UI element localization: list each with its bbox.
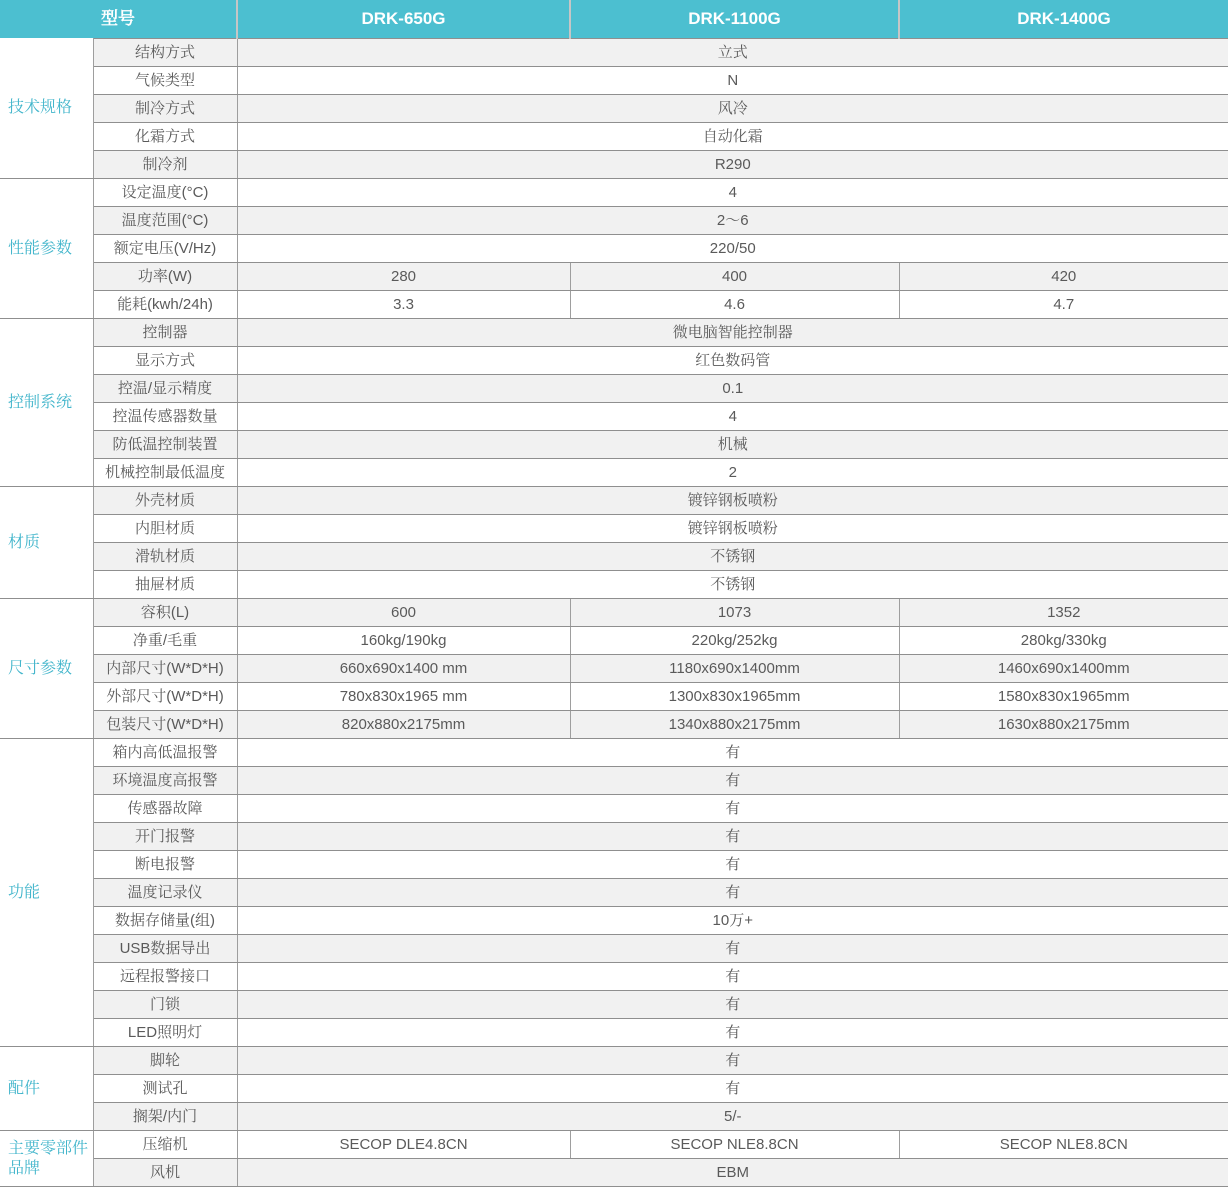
spec-value-cell: SECOP NLE8.8CN: [899, 1131, 1228, 1159]
spec-value-cell: 1580x830x1965mm: [899, 683, 1228, 711]
spec-label-cell: 化霜方式: [93, 123, 237, 151]
spec-row: [0, 235, 1228, 263]
spec-category-cell: 主要零部件品牌: [0, 1131, 93, 1187]
spec-label-cell: LED照明灯: [93, 1019, 237, 1047]
spec-row: [0, 991, 1228, 1019]
spec-label-cell: 控温传感器数量: [93, 403, 237, 431]
spec-value-cell-merged: N: [237, 67, 1228, 95]
spec-label-cell: 内部尺寸(W*D*H): [93, 655, 237, 683]
spec-row: [0, 655, 1228, 683]
spec-value-cell: 400: [570, 263, 899, 291]
spec-value-cell-merged: 有: [237, 851, 1228, 879]
spec-row: [0, 935, 1228, 963]
spec-label-cell: 制冷剂: [93, 151, 237, 179]
spec-table-header: [0, 0, 1228, 39]
spec-row: [0, 963, 1228, 991]
spec-label-cell: 防低温控制装置: [93, 431, 237, 459]
spec-row: [0, 1047, 1228, 1075]
spec-value-cell-merged: EBM: [237, 1159, 1228, 1187]
spec-label-cell: USB数据导出: [93, 935, 237, 963]
spec-value-cell: 1300x830x1965mm: [570, 683, 899, 711]
spec-label-cell: 外部尺寸(W*D*H): [93, 683, 237, 711]
spec-row: [0, 179, 1228, 207]
spec-category-cell: 技术规格: [0, 39, 93, 179]
spec-table-body: [0, 39, 1228, 1187]
spec-label-cell: 传感器故障: [93, 795, 237, 823]
spec-label-cell: 测试孔: [93, 1075, 237, 1103]
spec-label-cell: 远程报警接口: [93, 963, 237, 991]
spec-value-cell: SECOP DLE4.8CN: [237, 1131, 570, 1159]
spec-label-cell: 功率(W): [93, 263, 237, 291]
spec-row: [0, 319, 1228, 347]
spec-value-cell-merged: 有: [237, 1047, 1228, 1075]
spec-row: [0, 599, 1228, 627]
spec-label-cell: 能耗(kwh/24h): [93, 291, 237, 319]
spec-value-cell: 420: [899, 263, 1228, 291]
spec-row: [0, 627, 1228, 655]
spec-value-cell: 4.7: [899, 291, 1228, 319]
spec-label-cell: 温度记录仪: [93, 879, 237, 907]
spec-label-cell: 门锁: [93, 991, 237, 1019]
spec-value-cell-merged: 0.1: [237, 375, 1228, 403]
spec-label-cell: 断电报警: [93, 851, 237, 879]
spec-label-cell: 制冷方式: [93, 95, 237, 123]
spec-value-cell: 220kg/252kg: [570, 627, 899, 655]
spec-row: [0, 795, 1228, 823]
spec-category-cell: 配件: [0, 1047, 93, 1131]
spec-value-cell-merged: 有: [237, 1019, 1228, 1047]
spec-value-cell-merged: 2～6: [237, 207, 1228, 235]
spec-row: [0, 823, 1228, 851]
spec-value-cell-merged: R290: [237, 151, 1228, 179]
spec-value-cell-merged: 10万+: [237, 907, 1228, 935]
spec-label-cell: 内胆材质: [93, 515, 237, 543]
spec-value-cell: 660x690x1400 mm: [237, 655, 570, 683]
spec-label-cell: 外壳材质: [93, 487, 237, 515]
spec-row: [0, 95, 1228, 123]
spec-value-cell-merged: 有: [237, 739, 1228, 767]
spec-row: [0, 851, 1228, 879]
spec-value-cell: 3.3: [237, 291, 570, 319]
spec-value-cell-merged: 红色数码管: [237, 347, 1228, 375]
spec-row: [0, 1131, 1228, 1159]
spec-row: [0, 375, 1228, 403]
spec-row: [0, 207, 1228, 235]
spec-value-cell-merged: 有: [237, 991, 1228, 1019]
spec-label-cell: 滑轨材质: [93, 543, 237, 571]
spec-label-cell: 额定电压(V/Hz): [93, 235, 237, 263]
spec-value-cell-merged: 5/-: [237, 1103, 1228, 1131]
model-header-label-cell: 型号: [0, 0, 237, 39]
spec-row: [0, 739, 1228, 767]
spec-row: [0, 907, 1228, 935]
spec-row: [0, 263, 1228, 291]
spec-row: [0, 1075, 1228, 1103]
spec-value-cell: 780x830x1965 mm: [237, 683, 570, 711]
spec-value-cell: 1352: [899, 599, 1228, 627]
spec-category-cell: 功能: [0, 739, 93, 1047]
spec-value-cell-merged: 自动化霜: [237, 123, 1228, 151]
spec-value-cell-merged: 4: [237, 179, 1228, 207]
spec-value-cell: 600: [237, 599, 570, 627]
spec-value-cell: 280kg/330kg: [899, 627, 1228, 655]
spec-label-cell: 风机: [93, 1159, 237, 1187]
spec-row: [0, 1019, 1228, 1047]
spec-value-cell-merged: 有: [237, 935, 1228, 963]
spec-label-cell: 数据存储量(组): [93, 907, 237, 935]
spec-value-cell-merged: 4: [237, 403, 1228, 431]
spec-label-cell: 显示方式: [93, 347, 237, 375]
spec-label-cell: 设定温度(°C): [93, 179, 237, 207]
spec-row: [0, 459, 1228, 487]
spec-value-cell-merged: 220/50: [237, 235, 1228, 263]
spec-value-cell-merged: 有: [237, 823, 1228, 851]
spec-value-cell-merged: 不锈钢: [237, 543, 1228, 571]
spec-category-cell: 尺寸参数: [0, 599, 93, 739]
spec-value-cell-merged: 有: [237, 879, 1228, 907]
spec-category-cell: 性能参数: [0, 179, 93, 319]
spec-label-cell: 温度范围(°C): [93, 207, 237, 235]
spec-label-cell: 抽屉材质: [93, 571, 237, 599]
spec-row: [0, 543, 1228, 571]
spec-row: [0, 515, 1228, 543]
spec-label-cell: 包装尺寸(W*D*H): [93, 711, 237, 739]
spec-value-cell: 1073: [570, 599, 899, 627]
spec-label-cell: 脚轮: [93, 1047, 237, 1075]
spec-row: [0, 291, 1228, 319]
spec-value-cell: 1180x690x1400mm: [570, 655, 899, 683]
spec-label-cell: 容积(L): [93, 599, 237, 627]
spec-value-cell-merged: 有: [237, 963, 1228, 991]
spec-row: [0, 1159, 1228, 1187]
model-column-header: DRK-1100G: [570, 0, 899, 39]
spec-row: [0, 1103, 1228, 1131]
spec-label-cell: 机械控制最低温度: [93, 459, 237, 487]
spec-value-cell: 1630x880x2175mm: [899, 711, 1228, 739]
spec-row: [0, 571, 1228, 599]
spec-value-cell: SECOP NLE8.8CN: [570, 1131, 899, 1159]
spec-label-cell: 压缩机: [93, 1131, 237, 1159]
spec-value-cell-merged: 微电脑智能控制器: [237, 319, 1228, 347]
spec-label-cell: 控温/显示精度: [93, 375, 237, 403]
spec-value-cell: 820x880x2175mm: [237, 711, 570, 739]
spec-label-cell: 箱内高低温报警: [93, 739, 237, 767]
spec-row: [0, 403, 1228, 431]
spec-value-cell: 1460x690x1400mm: [899, 655, 1228, 683]
spec-value-cell-merged: 有: [237, 767, 1228, 795]
spec-value-cell: 280: [237, 263, 570, 291]
spec-label-cell: 环境温度高报警: [93, 767, 237, 795]
spec-row: [0, 711, 1228, 739]
spec-value-cell-merged: 机械: [237, 431, 1228, 459]
spec-row: [0, 487, 1228, 515]
spec-category-cell: 材质: [0, 487, 93, 599]
model-header-row: [0, 0, 1228, 39]
spec-value-cell-merged: 有: [237, 795, 1228, 823]
spec-value-cell-merged: 镀锌钢板喷粉: [237, 515, 1228, 543]
spec-value-cell-merged: 2: [237, 459, 1228, 487]
spec-label-cell: 结构方式: [93, 39, 237, 67]
model-column-header: DRK-650G: [237, 0, 570, 39]
spec-category-cell: 控制系统: [0, 319, 93, 487]
spec-row: [0, 347, 1228, 375]
spec-row: [0, 151, 1228, 179]
spec-label-cell: 搁架/内门: [93, 1103, 237, 1131]
spec-row: [0, 67, 1228, 95]
spec-value-cell: 1340x880x2175mm: [570, 711, 899, 739]
spec-label-cell: 控制器: [93, 319, 237, 347]
spec-label-cell: 气候类型: [93, 67, 237, 95]
spec-value-cell-merged: 有: [237, 1075, 1228, 1103]
spec-row: [0, 431, 1228, 459]
spec-row: [0, 683, 1228, 711]
spec-label-cell: 开门报警: [93, 823, 237, 851]
spec-value-cell-merged: 立式: [237, 39, 1228, 67]
spec-row: [0, 879, 1228, 907]
spec-row: [0, 767, 1228, 795]
spec-row: [0, 39, 1228, 67]
spec-value-cell-merged: 不锈钢: [237, 571, 1228, 599]
spec-row: [0, 123, 1228, 151]
spec-value-cell: 160kg/190kg: [237, 627, 570, 655]
spec-value-cell: 4.6: [570, 291, 899, 319]
spec-value-cell-merged: 风冷: [237, 95, 1228, 123]
spec-label-cell: 净重/毛重: [93, 627, 237, 655]
model-column-header: DRK-1400G: [899, 0, 1228, 39]
spec-value-cell-merged: 镀锌钢板喷粉: [237, 487, 1228, 515]
